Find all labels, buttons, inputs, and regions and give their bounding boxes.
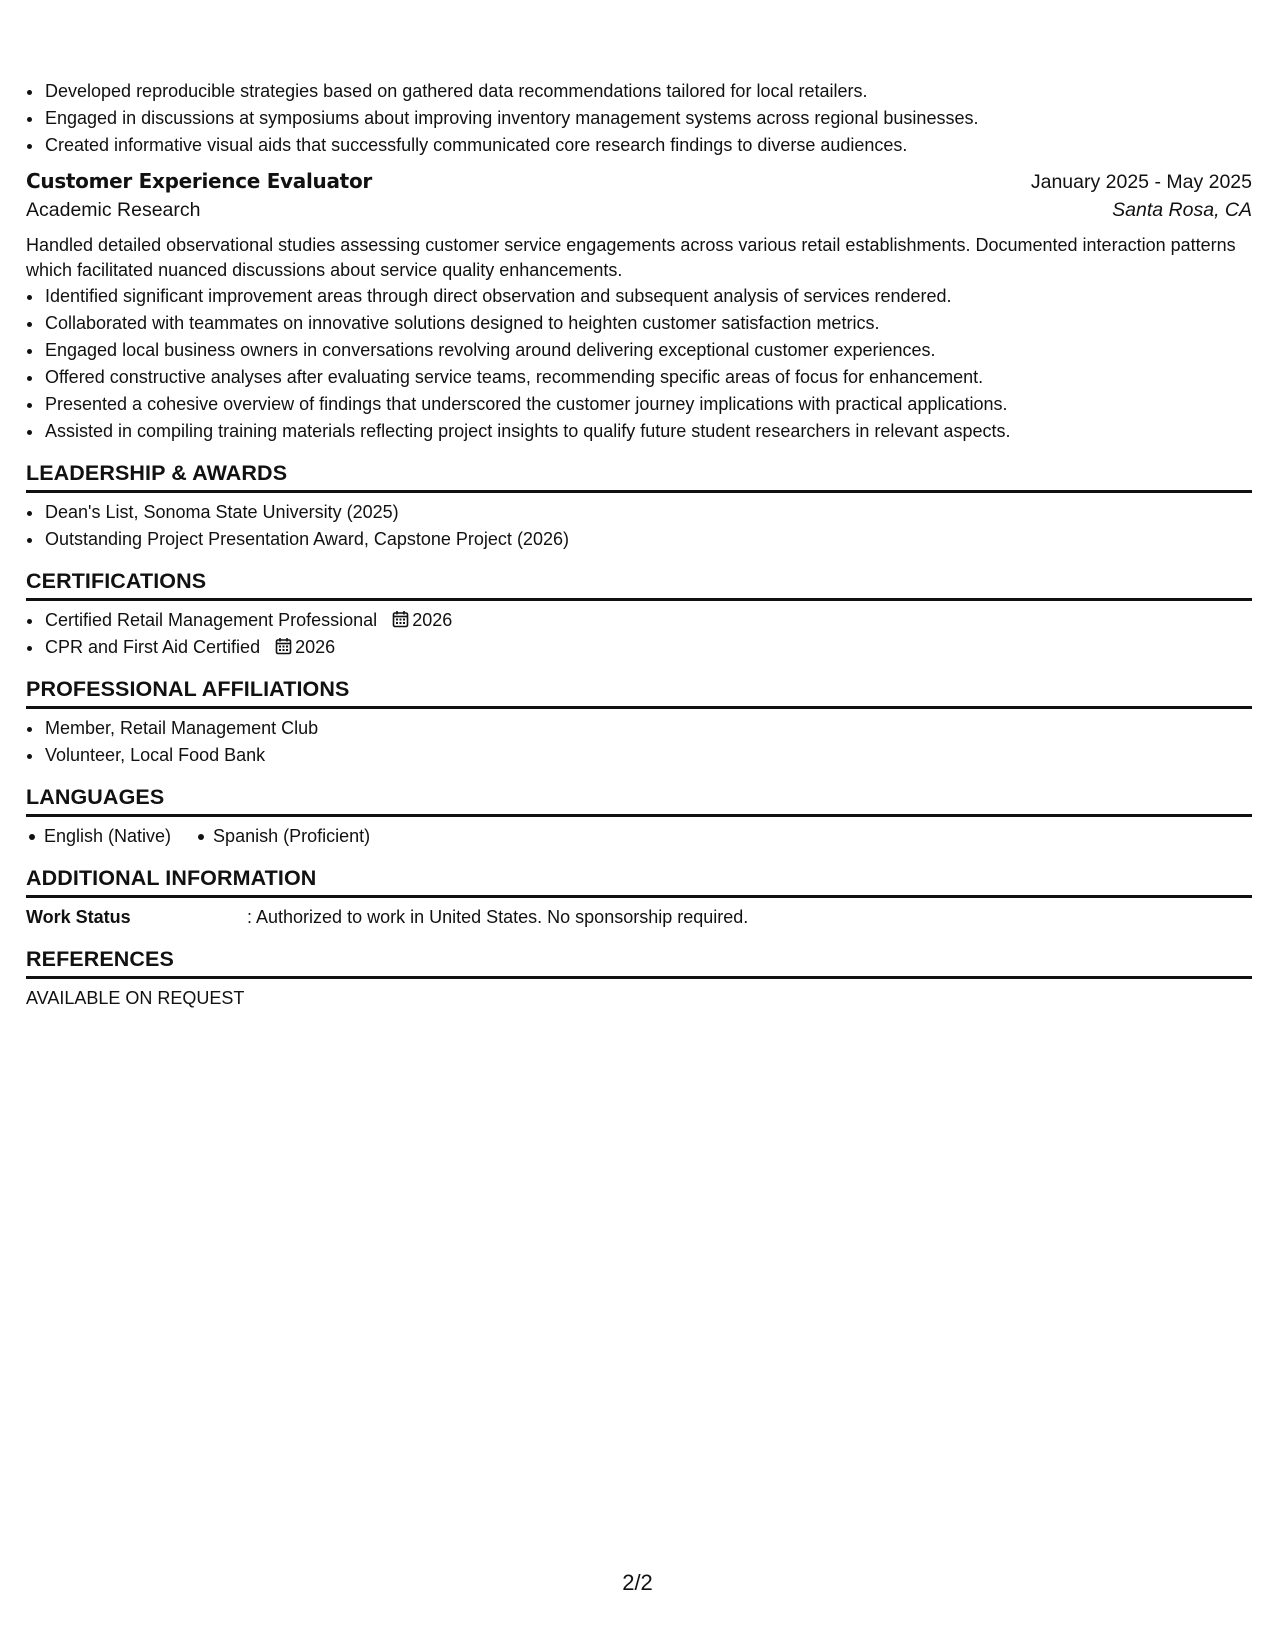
certification-date: 2026 — [412, 610, 453, 630]
section-heading: PROFESSIONAL AFFILIATIONS — [26, 675, 1252, 709]
job-organization: Academic Research — [26, 199, 201, 221]
certification-date: 2026 — [295, 637, 336, 657]
certification-date-group — [275, 637, 335, 657]
languages-list — [26, 823, 1252, 850]
affiliations-list — [26, 715, 1252, 769]
job-title: Customer Experience Evaluator — [26, 169, 372, 193]
list-item: • Developed reproducible strategies based on gathered data recommendations tailored for local retailers. — [44, 78, 1252, 105]
list-item: • Engaged in discussions at symposiums about improving inventory management systems across regional businesses. — [44, 105, 1252, 132]
calendar-icon — [275, 637, 292, 655]
section-heading: LEADERSHIP & AWARDS — [26, 459, 1252, 493]
list-item: • Assisted in compiling training materials reflecting project insights to qualify future student researchers in relevant aspects. — [44, 418, 1252, 445]
job-header — [26, 169, 1252, 199]
list-item: • Volunteer, Local Food Bank — [44, 742, 1252, 769]
list-item: • Outstanding Project Presentation Award, Capstone Project (2026) — [44, 526, 1252, 553]
list-item: • Dean's List, Sonoma State University (2025) — [44, 499, 1252, 526]
job-subheader — [26, 199, 1252, 232]
info-row — [26, 904, 1252, 931]
list-item: • Created informative visual aids that successfully communicated core research findings to diverse audiences. — [44, 132, 1252, 159]
section-heading: ADDITIONAL INFORMATION — [26, 864, 1252, 898]
references-section — [26, 945, 1252, 1012]
info-value: : Authorized to work in United States. No sponsorship required. — [247, 907, 749, 927]
list-item: • Offered constructive analyses after evaluating service teams, recommending specific areas of focus for enhancement. — [44, 364, 1252, 391]
additional-info-section — [26, 864, 1252, 931]
certifications-section — [26, 567, 1252, 661]
info-label: Work Status — [26, 907, 131, 927]
calendar-icon — [392, 610, 409, 628]
list-item — [44, 607, 1252, 634]
list-item: • Identified significant improvement areas through direct observation and subsequent analysis of services rendered. — [44, 283, 1252, 310]
list-item — [44, 634, 1252, 661]
list-item: • Collaborated with teammates on innovative solutions designed to heighten customer satisfaction metrics. — [44, 310, 1252, 337]
certifications-list — [26, 607, 1252, 661]
certification-date-group — [392, 610, 452, 630]
affiliations-section — [26, 675, 1252, 769]
section-heading: LANGUAGES — [26, 783, 1252, 817]
job-description: Handled detailed observational studies assessing customer service engagements across various retail establishments. Documented interaction patterns which facilitated nuanced discussions about service quality enhancements. — [26, 235, 1236, 280]
languages-section — [26, 783, 1252, 850]
references-text: AVAILABLE ON REQUEST — [26, 988, 245, 1008]
job-dates: January 2025 - May 2025 — [1030, 171, 1252, 193]
job-entry — [26, 169, 1252, 445]
resume-page — [26, 78, 1252, 1012]
list-item: • Member, Retail Management Club — [44, 715, 1252, 742]
list-item: • Presented a cohesive overview of findings that underscored the customer journey implications with practical applications. — [44, 391, 1252, 418]
leadership-list — [26, 499, 1252, 553]
job-bullets — [26, 283, 1252, 445]
list-item: English (Native) — [26, 823, 171, 850]
section-heading: REFERENCES — [26, 945, 1252, 979]
certification-name: Certified Retail Management Professional — [45, 610, 378, 630]
leadership-section — [26, 459, 1252, 553]
previous-job-bullets — [26, 78, 1252, 159]
certification-name: CPR and First Aid Certified — [45, 637, 261, 657]
list-item: Spanish (Proficient) — [195, 823, 370, 850]
list-item: • Engaged local business owners in conversations revolving around delivering exceptional customer experiences. — [44, 337, 1252, 364]
job-location: Santa Rosa, CA — [1112, 199, 1252, 221]
page-number: 2/2 — [622, 1570, 653, 1595]
section-heading: CERTIFICATIONS — [26, 567, 1252, 601]
